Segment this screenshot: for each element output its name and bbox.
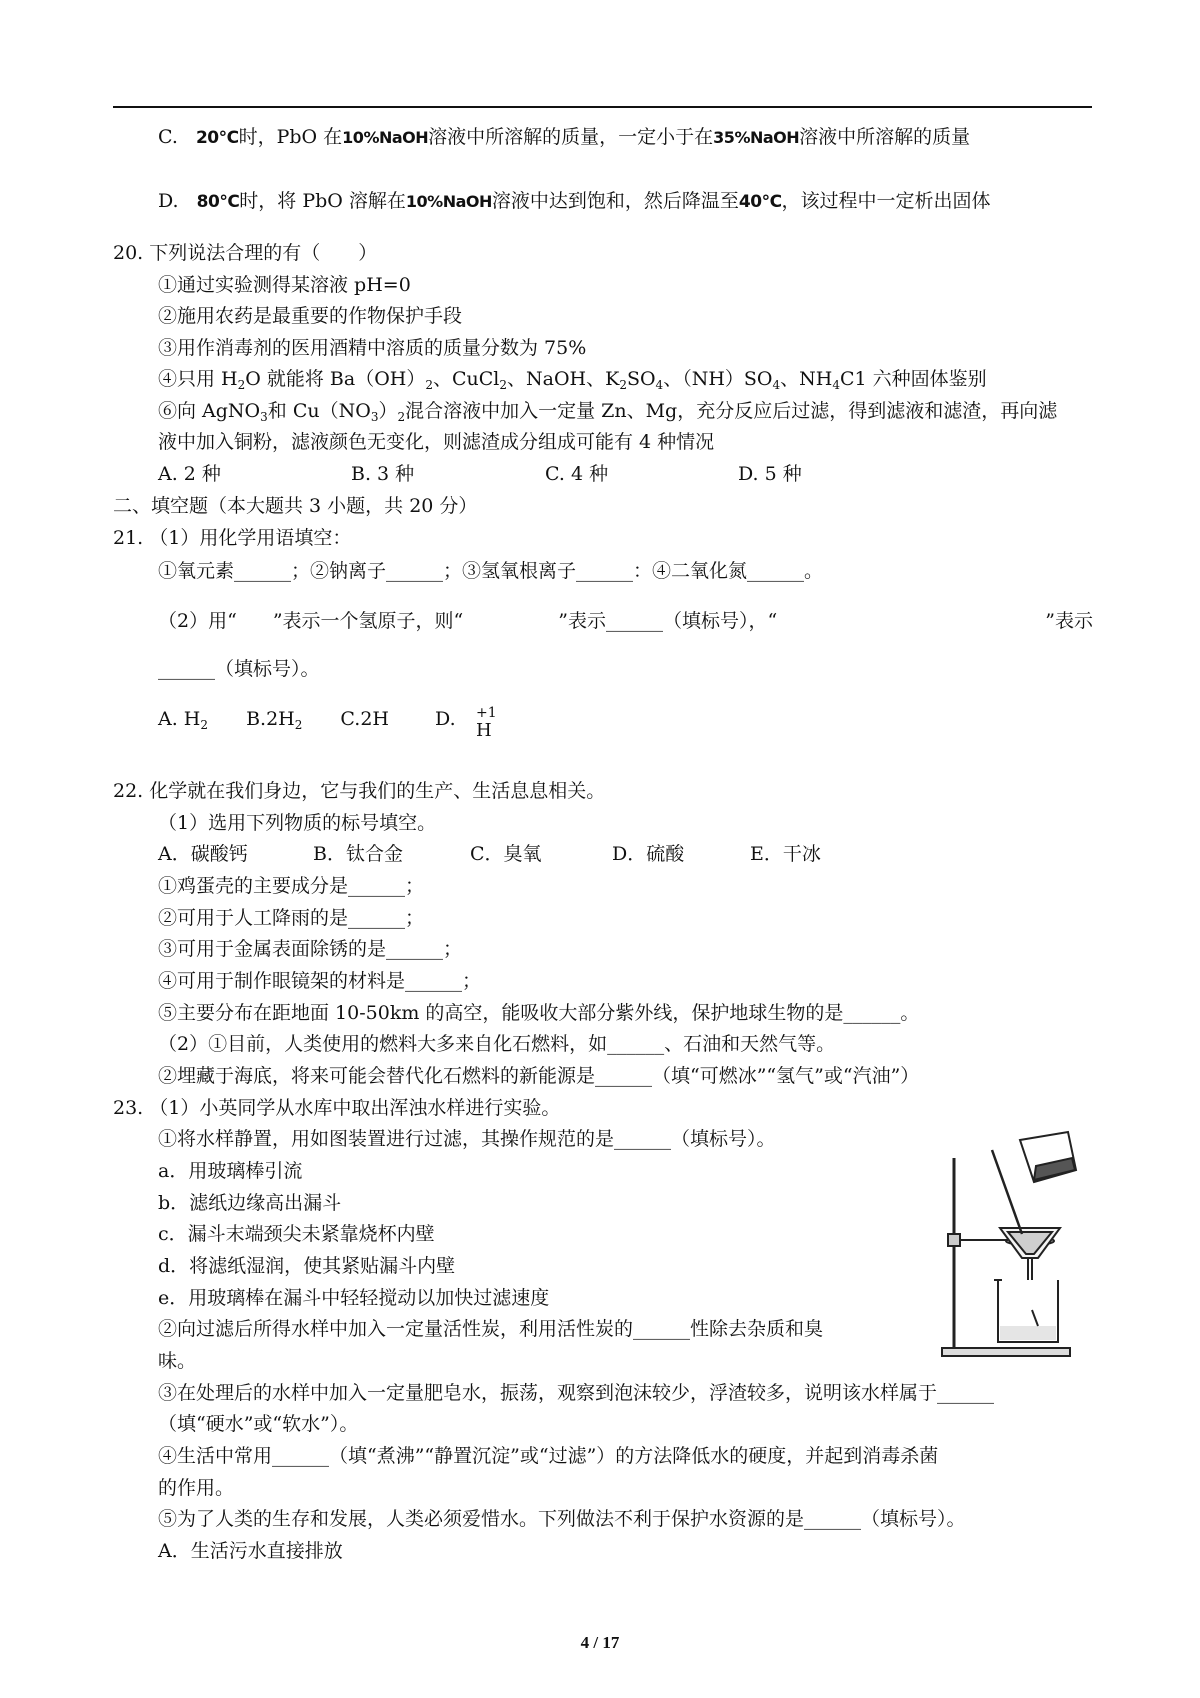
q21-line-2: [158, 608, 1093, 634]
q22-a1: ①鸡蛋壳的主要成分是______；: [158, 875, 425, 897]
text: 时，PbO 在: [238, 126, 343, 148]
text: 、CuCl: [432, 368, 500, 390]
header-rule: [113, 106, 1092, 108]
option-c-line: [158, 124, 970, 151]
filtration-apparatus-diagram: [930, 1130, 1100, 1360]
q21-option-c: C.2H: [340, 708, 389, 730]
option-d-line: [158, 188, 991, 215]
q22-sub-3: ②埋藏于海底，将来可能会替代化石燃料的新能源是______（填“可燃冰”“氢气”或“汽油”）: [158, 1065, 920, 1087]
q20-item-6-cont: 液中加入铜粉，滤液颜色无变化，则滤渣成分组成可能有 4 种情况: [158, 431, 715, 453]
option-d-label: D.: [158, 190, 179, 212]
q20-item-6: [158, 398, 1057, 430]
q23-l3: ③在处理后的水样中加入一定量肥皂水，振荡，观察到泡沫较少，浮渣较多，说明该水样属于______: [158, 1382, 995, 1404]
subscript: 3: [370, 410, 379, 424]
text: ，该过程中一定析出固体: [781, 190, 991, 212]
q20-item-1: ①通过实验测得某溶液 pH=0: [158, 274, 411, 296]
text: O 就能将 Ba（OH）: [245, 368, 426, 390]
text: 溶液中所溶解的质量，一定小于在: [428, 126, 714, 148]
text: SO: [626, 368, 656, 390]
q22-a2: ②可用于人工降雨的是______；: [158, 907, 425, 929]
q21-line-3: ______（填标号）。: [158, 658, 320, 680]
subscript: 2: [397, 410, 406, 424]
text: 溶液中达到饱和，然后降温至: [491, 190, 739, 212]
subscript: 2: [200, 718, 209, 732]
subscript: 2: [619, 378, 627, 392]
text: ”表示______（填标号），“: [558, 610, 778, 632]
q20-item-2: ②施用农药是最重要的作物保护手段: [158, 305, 463, 327]
q20-option-c: C. 4 种: [545, 463, 609, 485]
subscript: 2: [425, 378, 433, 392]
q23-a: a．用玻璃棒引流: [158, 1160, 303, 1182]
q21-stem: 21. （1）用化学用语填空：: [113, 527, 352, 549]
q21-h-symbol: H: [476, 720, 492, 741]
option-c-label: C.: [158, 126, 178, 148]
q22-option-b: B．钛合金: [313, 843, 403, 865]
q20-option-a: A. 2 种: [158, 463, 221, 485]
q21-option-b: B.2H: [246, 708, 295, 730]
text: 、NH: [780, 368, 833, 390]
q23-b: b．滤纸边缘高出漏斗: [158, 1192, 342, 1214]
q21-charge: +1: [476, 705, 497, 721]
subscript: 4: [655, 378, 664, 392]
subscript: 4: [772, 378, 781, 392]
text: ）: [378, 400, 398, 422]
section-2-heading: 二、填空题（本大题共 3 小题，共 20 分）: [113, 495, 478, 517]
q23-d: d．将滤纸湿润，使其紧贴漏斗内壁: [158, 1255, 456, 1277]
text: ⑥向 AgNO: [158, 400, 261, 422]
q23-option-a: A．生活污水直接排放: [158, 1540, 343, 1562]
q22-sub-1: （1）选用下列物质的标号填空。: [158, 812, 437, 834]
q23-l3b: （填“硬水”或“软水”）。: [158, 1413, 359, 1435]
q22-a4: ④可用于制作眼镜架的材料是______；: [158, 970, 482, 992]
text: （2）用“: [158, 610, 237, 632]
q23-l5: ⑤为了人类的生存和发展，人类必须爱惜水。下列做法不利于保护水资源的是______（填标号）。: [158, 1508, 966, 1530]
q23-l1: ①将水样静置，用如图装置进行过滤，其操作规范的是______（填标号）。: [158, 1128, 776, 1150]
text: ”表示一个氢原子，则“: [272, 610, 464, 632]
q20-option-d: D. 5 种: [738, 463, 802, 485]
q20-item-4: [158, 366, 987, 398]
q21-options: [158, 706, 456, 738]
text: C1 六种固体鉴别: [839, 368, 987, 390]
q20-item-3: ③用作消毒剂的医用酒精中溶质的质量分数为 75%: [158, 337, 587, 359]
page-number: 4 / 17: [580, 1633, 620, 1652]
solution-image-text: 35%NaOH: [713, 128, 800, 147]
q23-l4b: 的作用。: [158, 1477, 235, 1499]
text: ④只用 H: [158, 368, 238, 390]
q22-option-c: C．臭氧: [470, 843, 542, 865]
solution-image-text: 10%NaOH: [405, 192, 492, 211]
temp-image-text: 40°C: [738, 192, 782, 212]
text: 和 Cu（NO: [267, 400, 371, 422]
q22-sub-2: （2）①目前，人类使用的燃料大多来自化石燃料，如______、石油和天然气等。: [158, 1033, 836, 1055]
q21-line-1: ①氧元素______；②钠离子______；③氢氧根离子______：④二氧化氮______。: [158, 560, 824, 582]
text: 混合溶液中加入一定量 Zn、Mg，充分反应后过滤，得到滤液和滤渣，再向滤: [405, 400, 1058, 422]
subscript: 4: [832, 378, 840, 392]
temp-image-text: 80°C: [196, 192, 240, 212]
q23-l2: ②向过滤后所得水样中加入一定量活性炭，利用活性炭的______性除去杂质和臭: [158, 1318, 824, 1340]
text: 、NaOH、K: [507, 368, 620, 390]
q23-l2b: 味。: [158, 1350, 197, 1372]
text: 、（NH）SO: [663, 368, 773, 390]
subscript: 2: [499, 378, 508, 392]
subscript: 3: [260, 410, 268, 424]
text: ”表示: [1045, 610, 1093, 632]
q21-option-d: D.: [435, 708, 456, 730]
q20-stem: 20. 下列说法合理的有（ ）: [113, 242, 378, 264]
temp-image-text: 20°C: [195, 128, 239, 148]
q22-option-d: D．硫酸: [612, 843, 685, 865]
q21-option-a: A. H: [158, 708, 201, 730]
subscript: 2: [294, 718, 303, 732]
q22-option-a: A．碳酸钙: [158, 843, 248, 865]
text: 溶液中所溶解的质量: [799, 126, 971, 148]
subscript: 2: [237, 378, 246, 392]
q23-e: e．用玻璃棒在漏斗中轻轻搅动以加快过滤速度: [158, 1287, 550, 1309]
q23-l4: ④生活中常用______（填“煮沸”“静置沉淀”或“过滤”）的方法降低水的硬度，并起到消毒杀菌: [158, 1445, 939, 1467]
q20-option-b: B. 3 种: [351, 463, 415, 485]
q22-stem: 22. 化学就在我们身边，它与我们的生产、生活息息相关。: [113, 780, 606, 802]
q23-stem: 23. （1）小英同学从水库中取出浑浊水样进行实验。: [113, 1097, 561, 1119]
q22-a3: ③可用于金属表面除锈的是______；: [158, 938, 463, 960]
q22-a5: ⑤主要分布在距地面 10-50km 的高空，能吸收大部分紫外线，保护地球生物的是______。: [158, 1002, 920, 1024]
text: 时，将 PbO 溶解在: [239, 190, 406, 212]
q23-c: c．漏斗末端颈尖未紧靠烧杯内壁: [158, 1223, 435, 1245]
solution-image-text: 10%NaOH: [342, 128, 429, 147]
q22-option-e: E．干冰: [750, 843, 821, 865]
